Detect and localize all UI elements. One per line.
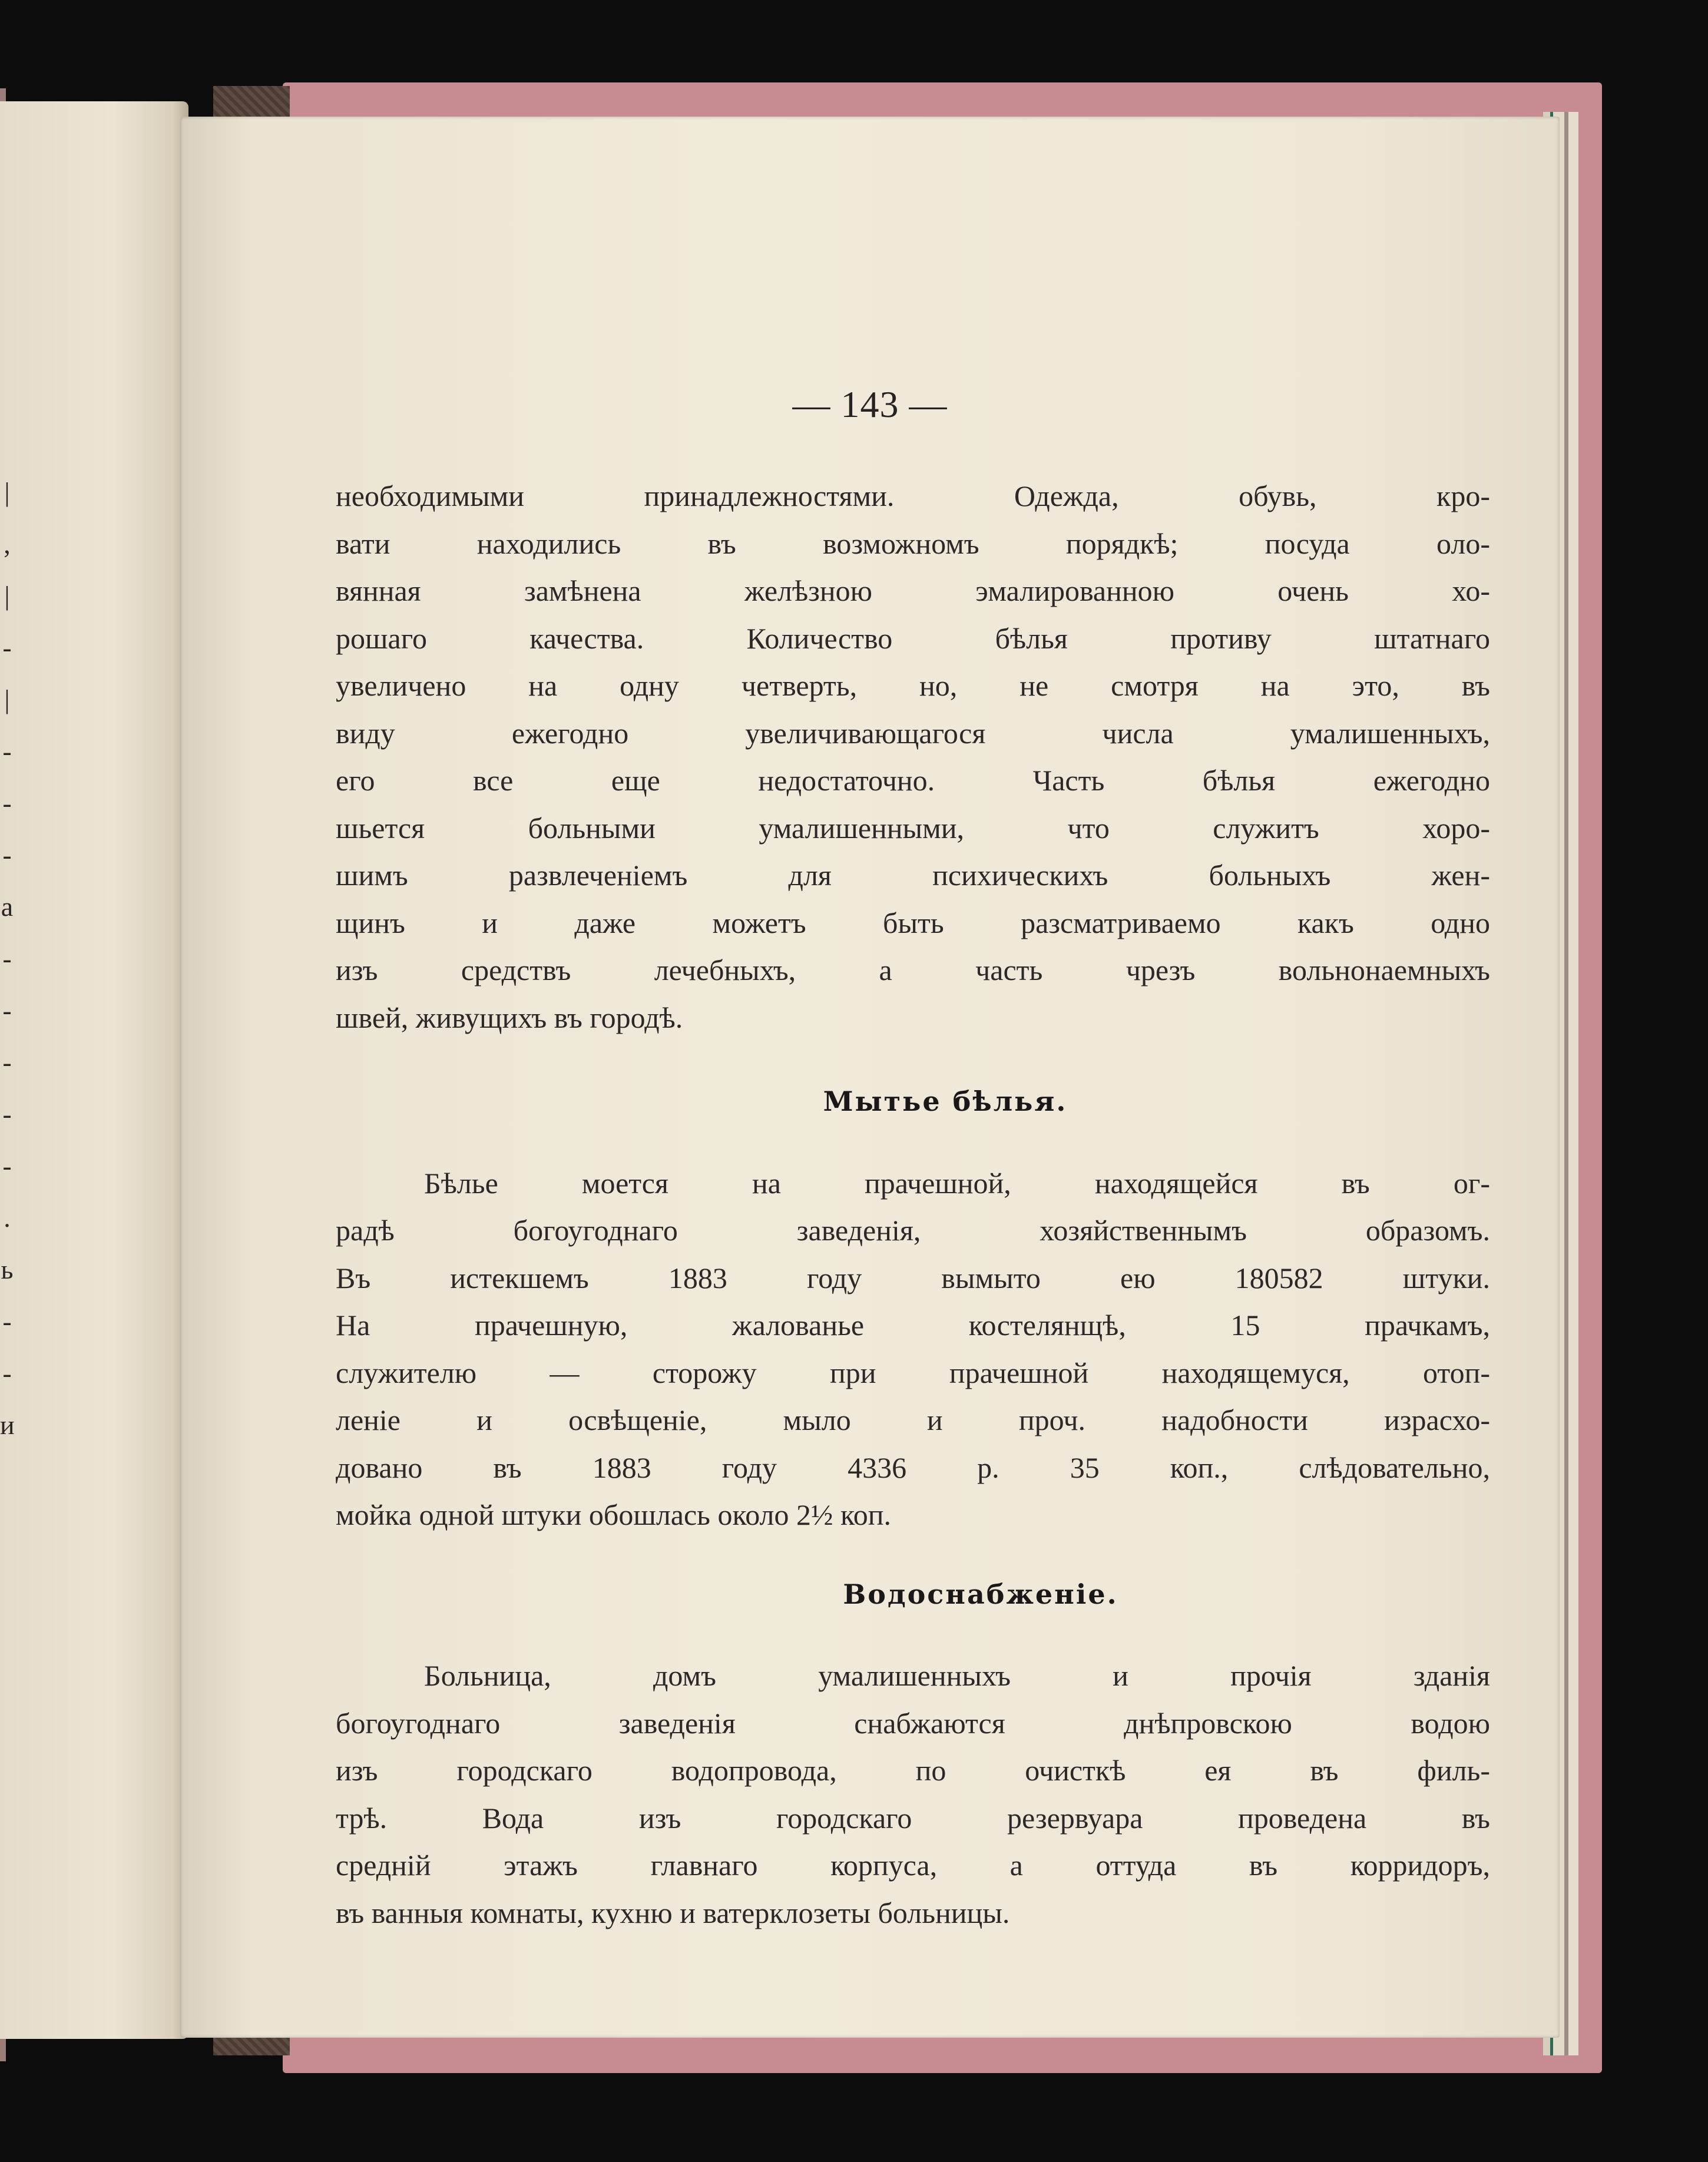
text-line: довано въ 1883 году 4336 р. 35 коп., слѣдовательно, [336, 1451, 1490, 1484]
text-line: швей, живущихъ въ городѣ. [336, 1001, 683, 1034]
text-line: вати находились въ возможномъ порядкѣ; посуда оло- [336, 527, 1490, 560]
text-line: Больница, домъ умалишенныхъ и прочія зданія [424, 1659, 1490, 1692]
left-page-fragment: , [4, 529, 11, 559]
text-line: шимъ развлеченіемъ для психическихъ больныхъ жен- [336, 859, 1490, 892]
text-line: щинъ и даже можетъ быть разсматриваемо какъ одно [336, 906, 1490, 939]
section-heading-water-supply: Водоснабженіе. [843, 1578, 1118, 1610]
right-page [180, 117, 1560, 2038]
left-page-fragment: a [1, 892, 14, 922]
left-page-fragment: - [2, 943, 12, 974]
text-line: увеличено на одну четверть, но, не смотря на это, въ [336, 669, 1490, 702]
text-line: средній этажъ главнаго корпуса, а оттуда въ корридоръ, [336, 1849, 1490, 1882]
paragraph-water-supply [336, 1652, 1490, 1936]
text-line: рошаго качества. Количество бѣлья противу штатнаго [336, 621, 1490, 655]
text-line: необходимыми принадлежностями. Одежда, обувь, кро- [336, 479, 1490, 512]
left-page-fragment: и [0, 1410, 15, 1440]
text-line: служителю — сторожу при прачешной находящемуся, отоп- [336, 1356, 1490, 1389]
left-page-fragment: - [2, 1047, 12, 1077]
paragraph-clothing [336, 472, 1490, 1041]
left-page-fragment: - [2, 788, 12, 818]
text-line: Въ истекшемъ 1883 году вымыто ею 180582 штуки. [336, 1261, 1490, 1294]
text-line: виду ежегодно увеличивающагося числа умалишенныхъ, [336, 716, 1490, 750]
text-line: На прачешную, жалованье костелянщѣ, 15 прачкамъ, [336, 1309, 1490, 1342]
text-line: радѣ богоугоднаго заведенія, хозяйственнымъ образомъ. [336, 1214, 1490, 1247]
left-page-fragment: - [2, 1151, 12, 1181]
left-page-fragment: | [4, 581, 10, 611]
paragraph-laundry [336, 1160, 1490, 1539]
text-line: изъ городскаго водопровода, по очисткѣ ея въ филь- [336, 1754, 1490, 1787]
text-line: въ ванныя комнаты, кухню и ватерклозеты больницы. [336, 1896, 1010, 1929]
left-page-text-fragments [0, 466, 14, 1451]
left-page-fragment: | [4, 684, 10, 714]
text-line: его все еще недостаточно. Часть бѣлья ежегодно [336, 764, 1490, 797]
page-body [336, 472, 1490, 1936]
left-page-fragment: . [4, 1203, 11, 1233]
page-number-header: — 143 — [792, 383, 948, 425]
text-line: вянная замѣнена желѣзною эмалированною очень хо- [336, 574, 1490, 607]
left-page-fragment: - [2, 1099, 12, 1129]
left-page-fragment: - [2, 995, 12, 1025]
text-line: мойка одной штуки обошлась около 2½ коп. [336, 1498, 892, 1531]
text-line: шьется больными умалишенными, что служитъ хоро- [336, 811, 1490, 845]
text-line: богоугоднаго заведенія снабжаются днѣпровскою водою [336, 1706, 1490, 1740]
left-page [0, 101, 188, 2039]
text-line: Бѣлье моется на прачешной, находящейся въ ог- [424, 1166, 1490, 1200]
left-page-fragment: - [2, 736, 12, 766]
left-page-fragment: - [2, 1358, 12, 1388]
left-page-fragment: - [2, 1306, 12, 1336]
left-page-fragment: - [2, 633, 12, 663]
section-heading-laundry: Мытье бѣлья. [823, 1085, 1068, 1117]
left-page-fragment: | [4, 477, 10, 507]
text-line: трѣ. Вода изъ городскаго резервуара проведена въ [336, 1801, 1490, 1835]
text-line: изъ средствъ лечебныхъ, а часть чрезъ вольнонаемныхъ [336, 953, 1490, 986]
left-page-fragment: - [2, 840, 12, 870]
text-line: леніе и освѣщеніе, мыло и проч. надобности израсхо- [336, 1403, 1490, 1436]
left-page-fragment: ь [1, 1254, 14, 1284]
